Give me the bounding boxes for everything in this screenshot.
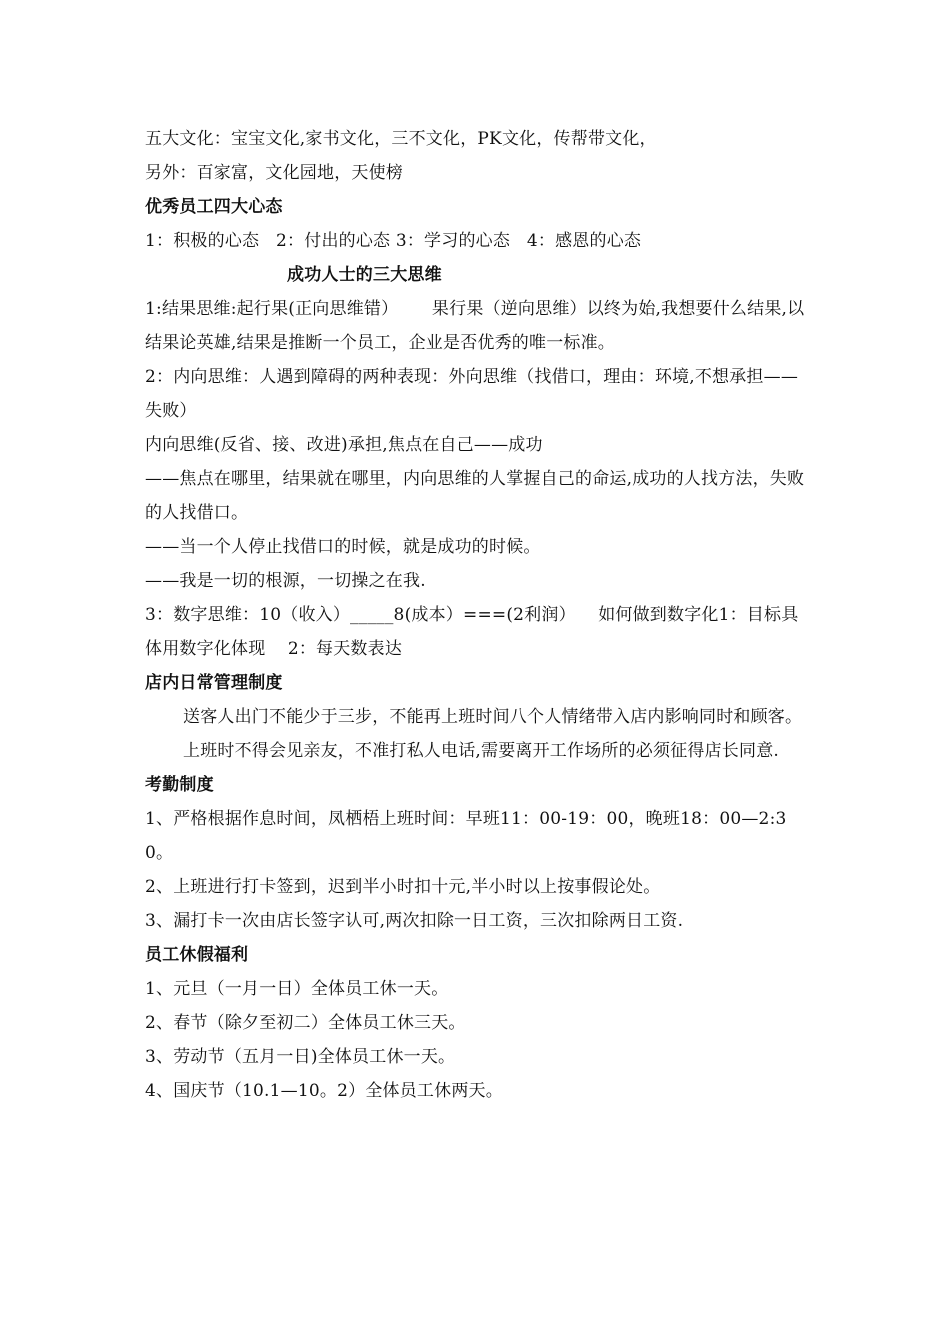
attendance-rule-2: 2、上班进行打卡签到，迟到半小时扣十元,半小时以上按事假论处。 bbox=[145, 877, 661, 897]
result-thinking-paragraph: 1:结果思维:起行果(正向思维错） 果行果（逆向思维）以终为始,我想要什么结果,以结果论英雄,结果是推断一个员工，企业是否优秀的唯一标准。 bbox=[145, 299, 805, 353]
digital-thinking-paragraph: 3：数字思维：10（收入）_____8(成本）===(2利润） 如何做到数字化1：目标具体用数字化体现 2：每天数表达 bbox=[145, 605, 799, 659]
mindsets-list: 1：积极的心态 2：付出的心态 3：学习的心态 4：感恩的心态 bbox=[145, 231, 642, 251]
section-heading-store-management: 店内日常管理制度 bbox=[145, 673, 283, 693]
attendance-rule-3: 3、漏打卡一次由店长签字认可,两次扣除一日工资，三次扣除两日工资. bbox=[145, 911, 684, 931]
store-rule-visitors: 上班时不得会见亲友，不准打私人电话,需要离开工作场所的必须征得店长同意. bbox=[183, 741, 780, 761]
focus-quote-paragraph: ——焦点在哪里，结果就在哪里，内向思维的人掌握自己的命运,成功的人找方法，失败的人找借口。 bbox=[145, 469, 805, 523]
inward-thinking-paragraph: 2：内向思维：人遇到障碍的两种表现：外向思维（找借口，理由：环境,不想承担——失败） bbox=[145, 367, 799, 421]
document-body bbox=[145, 122, 810, 1108]
attendance-rule-1: 1、严格根据作息时间，凤栖梧上班时间：早班11：00-19：00，晚班18：00—2:30。 bbox=[145, 809, 787, 863]
stop-excuses-quote: ——当一个人停止找借口的时候，就是成功的时候。 bbox=[145, 537, 541, 557]
section-heading-three-thinking: 成功人士的三大思维 bbox=[287, 265, 442, 285]
holiday-item-2: 2、春节（除夕至初二）全体员工休三天。 bbox=[145, 1013, 466, 1033]
root-source-quote: ——我是一切的根源，一切操之在我. bbox=[145, 571, 426, 591]
holiday-item-4: 4、国庆节（10.1—10。2）全体员工休两天。 bbox=[145, 1081, 503, 1101]
additional-items-line: 另外：百家富，文化园地，天使榜 bbox=[145, 163, 403, 183]
section-heading-attendance: 考勤制度 bbox=[145, 775, 214, 795]
store-rule-seeing-off: 送客人出门不能少于三步，不能再上班时间八个人情绪带入店内影响同时和顾客。 bbox=[183, 707, 803, 727]
inward-thinking-success-line: 内向思维(反省、接、改进)承担,焦点在自己——成功 bbox=[145, 435, 543, 455]
holiday-item-3: 3、劳动节（五月一日)全体员工休一天。 bbox=[145, 1047, 456, 1067]
section-heading-holiday-benefits: 员工休假福利 bbox=[145, 945, 249, 965]
holiday-item-1: 1、元旦（一月一日）全体员工休一天。 bbox=[145, 979, 449, 999]
section-heading-mindsets: 优秀员工四大心态 bbox=[145, 197, 283, 217]
five-cultures-line: 五大文化：宝宝文化,家书文化，三不文化，PK文化，传帮带文化， bbox=[145, 129, 657, 149]
